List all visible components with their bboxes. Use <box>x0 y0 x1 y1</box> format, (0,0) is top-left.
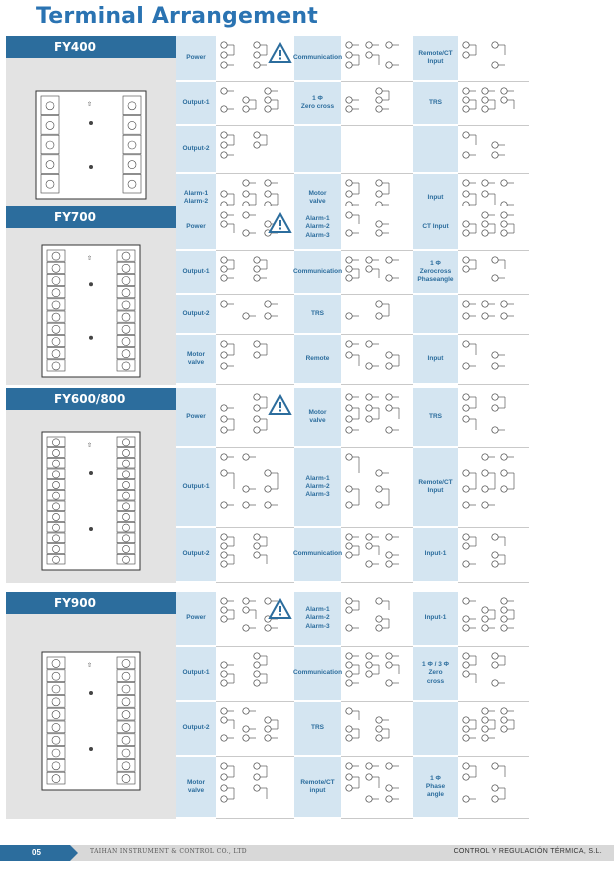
terminal-label: Output-2 <box>176 126 216 174</box>
wiring-diagram <box>218 705 292 754</box>
terminal-diagram-cell <box>341 126 413 174</box>
wiring-diagram <box>343 298 411 332</box>
model-section <box>6 206 608 385</box>
terminal-diagram-cell <box>458 388 529 448</box>
terminal-diagram-cell <box>341 251 413 295</box>
warning-icon <box>268 42 292 64</box>
wiring-diagram <box>343 254 411 292</box>
model-section <box>6 388 608 583</box>
wiring-diagram <box>343 209 411 248</box>
wiring-diagram <box>343 650 411 699</box>
terminal-label: Input-1 <box>413 528 458 583</box>
up-arrow-icon: ⇧ <box>87 662 93 669</box>
wiring-diagram <box>218 298 292 332</box>
wiring-diagram <box>460 85 527 123</box>
wiring-diagram <box>343 705 411 754</box>
terminal-diagram-cell <box>458 757 529 819</box>
warning-icon <box>268 598 292 620</box>
up-arrow-icon: ⇧ <box>87 255 93 262</box>
terminal-label: Remote <box>294 335 341 385</box>
page-number: 05 <box>0 845 70 861</box>
terminal-diagram-cell <box>458 528 529 583</box>
terminal-diagram-cell <box>216 448 294 528</box>
terminal-grid <box>176 592 608 819</box>
wiring-diagram <box>218 129 292 171</box>
model-header: FY400 <box>6 36 176 58</box>
model-section <box>6 36 608 224</box>
model-section <box>6 592 608 819</box>
wiring-diagram <box>218 85 292 123</box>
terminal-diagram-cell <box>341 757 413 819</box>
terminal-label: Output-2 <box>176 702 216 757</box>
warning-icon <box>268 394 292 416</box>
terminal-label: Communication <box>294 251 341 295</box>
footer-distributor: CONTROL Y REGULACIÓN TÉRMICA, S.L. <box>453 848 602 855</box>
wiring-diagram <box>460 531 527 580</box>
terminal-grid <box>176 36 608 224</box>
wiring-diagram <box>460 595 527 644</box>
terminal-label: TRS <box>294 295 341 335</box>
wiring-diagram <box>460 298 527 332</box>
terminal-label: Output-1 <box>176 448 216 528</box>
terminal-label: Remote/CT input <box>294 757 341 819</box>
device-terminal-sketch <box>41 244 141 378</box>
terminal-diagram-cell <box>458 206 529 251</box>
terminal-diagram-cell <box>341 335 413 385</box>
wiring-diagram <box>218 531 292 580</box>
terminal-label: Output-2 <box>176 295 216 335</box>
terminal-diagram-cell <box>458 702 529 757</box>
terminal-diagram-cell <box>216 335 294 385</box>
terminal-diagram-cell <box>216 592 294 647</box>
device-terminal-sketch <box>35 90 147 200</box>
terminal-diagram-cell <box>341 206 413 251</box>
terminal-label: Motor valve <box>294 388 341 448</box>
terminal-diagram-cell <box>341 295 413 335</box>
wiring-diagram <box>218 451 292 525</box>
terminal-label: Power <box>176 206 216 251</box>
terminal-label: Alarm-1 Alarm-2 <box>176 174 216 224</box>
terminal-diagram-cell <box>216 82 294 126</box>
device-terminal-sketch <box>41 431 141 571</box>
terminal-label: Alarm-1 Alarm-2 Alarm-3 <box>294 448 341 528</box>
terminal-diagram-cell <box>216 528 294 583</box>
terminal-label: Motor valve <box>176 757 216 819</box>
terminal-diagram-cell <box>341 592 413 647</box>
wiring-diagram <box>460 254 527 292</box>
terminal-label <box>413 295 458 335</box>
wiring-diagram <box>218 650 292 699</box>
terminal-diagram-cell <box>216 251 294 295</box>
terminal-label: CT Input <box>413 206 458 251</box>
terminal-label: Output-1 <box>176 251 216 295</box>
terminal-diagram-cell <box>216 757 294 819</box>
wiring-diagram <box>218 760 292 816</box>
wiring-diagram <box>343 85 411 123</box>
model-header: FY600/800 <box>6 388 176 410</box>
wiring-diagram <box>460 650 527 699</box>
terminal-label: 1 Φ / 3 Φ Zero cross <box>413 647 458 702</box>
terminal-label: TRS <box>413 388 458 448</box>
wiring-diagram <box>460 451 527 525</box>
wiring-diagram <box>460 760 527 816</box>
terminal-label: 1 Φ Phase angle <box>413 757 458 819</box>
terminal-grid <box>176 388 608 583</box>
terminal-diagram-cell <box>216 126 294 174</box>
terminal-label: Output-1 <box>176 82 216 126</box>
footer-company: TAIHAN INSTRUMENT & CONTROL CO., LTD <box>90 848 248 855</box>
terminal-diagram-cell <box>341 528 413 583</box>
terminal-diagram-cell <box>458 82 529 126</box>
wiring-diagram <box>460 209 527 248</box>
terminal-label: Remote/CT Input <box>413 448 458 528</box>
wiring-diagram <box>343 451 411 525</box>
wiring-diagram <box>218 338 292 382</box>
terminal-diagram-cell <box>458 647 529 702</box>
terminal-label: TRS <box>294 702 341 757</box>
wiring-diagram <box>343 338 411 382</box>
terminal-diagram-cell <box>216 36 294 82</box>
wiring-diagram <box>343 595 411 644</box>
terminal-diagram-cell <box>341 82 413 126</box>
terminal-label: Motor valve <box>294 174 341 224</box>
terminal-diagram-cell <box>341 36 413 82</box>
wiring-diagram <box>343 760 411 816</box>
wiring-diagram <box>460 705 527 754</box>
terminal-label: Power <box>176 388 216 448</box>
terminal-label: Communication <box>294 528 341 583</box>
terminal-label: Communication <box>294 647 341 702</box>
wiring-diagram <box>460 391 527 445</box>
terminal-label: Alarm-1 Alarm-2 Alarm-3 <box>294 206 341 251</box>
terminal-diagram-cell <box>458 126 529 174</box>
terminal-diagram-cell <box>458 36 529 82</box>
up-arrow-icon: ⇧ <box>87 442 93 449</box>
terminal-label: Input <box>413 335 458 385</box>
terminal-label: Input <box>413 174 458 224</box>
wiring-diagram <box>343 391 411 445</box>
terminal-label: TRS <box>413 82 458 126</box>
model-header: FY700 <box>6 206 176 228</box>
terminal-label: Motor valve <box>176 335 216 385</box>
device-terminal-sketch <box>41 651 141 791</box>
terminal-label: Power <box>176 36 216 82</box>
terminal-label: Input-1 <box>413 592 458 647</box>
terminal-label <box>294 126 341 174</box>
wiring-diagram <box>460 39 527 79</box>
terminal-label: Output-2 <box>176 528 216 583</box>
page-title: Terminal Arrangement <box>36 4 318 29</box>
terminal-diagram-cell <box>216 647 294 702</box>
model-header: FY900 <box>6 592 176 614</box>
terminal-diagram-cell <box>458 335 529 385</box>
terminal-diagram-cell <box>458 251 529 295</box>
wiring-diagram <box>460 129 527 171</box>
terminal-diagram-cell <box>458 448 529 528</box>
terminal-label: Remote/CT Input <box>413 36 458 82</box>
terminal-diagram-cell <box>216 295 294 335</box>
wiring-diagram <box>218 254 292 292</box>
warning-icon <box>268 212 292 234</box>
terminal-label: 1 Φ Zero cross <box>294 82 341 126</box>
terminal-diagram-cell <box>341 448 413 528</box>
terminal-label: Power <box>176 592 216 647</box>
terminal-diagram-cell <box>341 388 413 448</box>
terminal-diagram-cell <box>458 295 529 335</box>
terminal-diagram-cell <box>216 206 294 251</box>
terminal-diagram-cell <box>458 592 529 647</box>
wiring-diagram <box>460 338 527 382</box>
terminal-diagram-cell <box>216 388 294 448</box>
terminal-label <box>413 702 458 757</box>
terminal-grid <box>176 206 608 385</box>
terminal-diagram-cell <box>216 702 294 757</box>
terminal-label: 1 Φ Zerocross Phaseangle <box>413 251 458 295</box>
wiring-diagram <box>343 39 411 79</box>
wiring-diagram <box>343 531 411 580</box>
terminal-label: Alarm-1 Alarm-2 Alarm-3 <box>294 592 341 647</box>
up-arrow-icon: ⇧ <box>87 102 93 108</box>
terminal-label: Communication <box>294 36 341 82</box>
terminal-diagram-cell <box>341 647 413 702</box>
terminal-diagram-cell <box>341 702 413 757</box>
terminal-label <box>413 126 458 174</box>
terminal-label: Output-1 <box>176 647 216 702</box>
